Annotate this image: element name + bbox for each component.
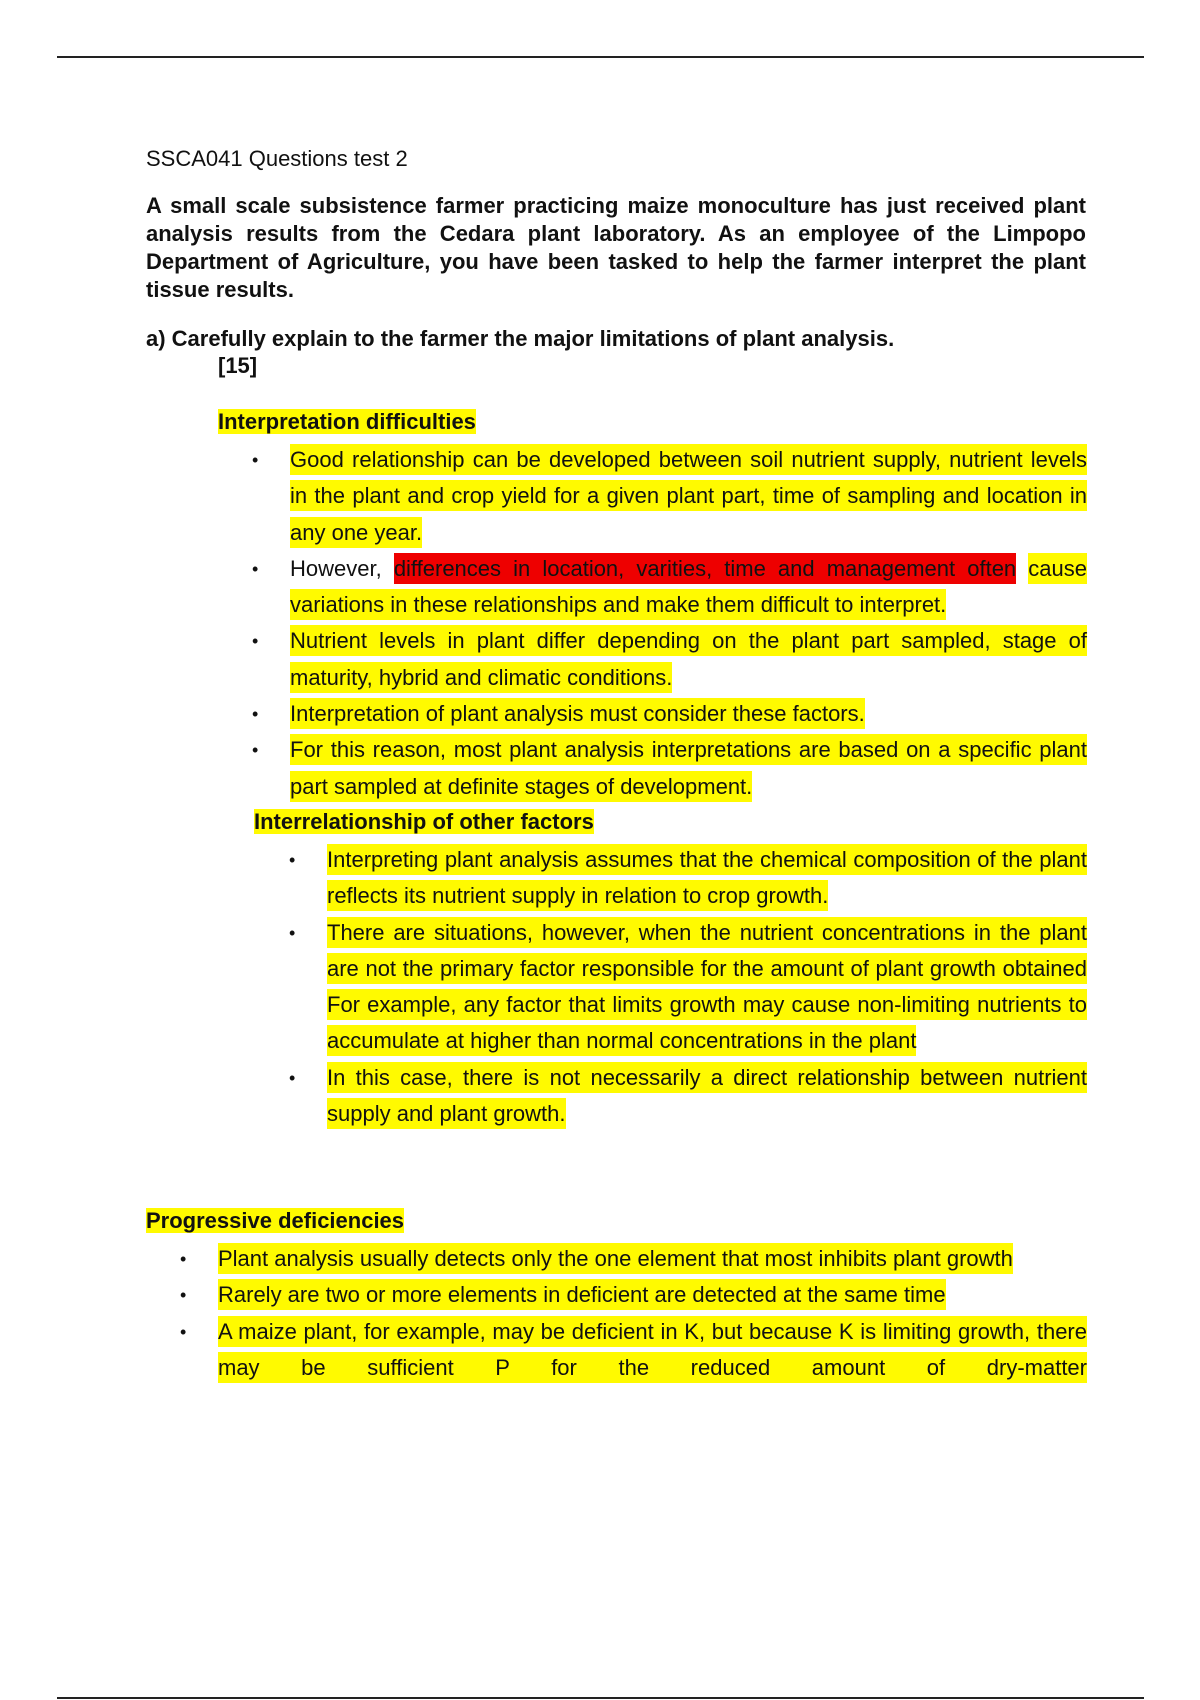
heading-progressive-deficiencies (146, 1208, 404, 1234)
heading-interpretation-difficulties (218, 409, 476, 435)
bullet-icon: • (180, 1249, 187, 1269)
bullet-icon: • (252, 740, 259, 761)
bullet-text-prefix: However, (290, 555, 394, 581)
bullet-text: For this reason, most plant analysis interpretations are based on a specific plant part sampled at definite stages of development. (290, 734, 1087, 801)
bullet-text: A maize plant, for example, may be deficient in K, but because K is limiting growth, there may be sufficient P for the reduced amount of dry-matter (218, 1316, 1087, 1383)
bullet-icon: • (252, 558, 259, 579)
list-item (180, 1277, 1087, 1313)
bullet-icon: • (289, 922, 296, 943)
question-a: a) Carefully explain to the farmer the major limitations of plant analysis. (146, 326, 895, 351)
bullet-text: In this case, there is not necessarily a direct relationship between nutrient supply and plant growth. (327, 1062, 1087, 1129)
bullet-text: Interpreting plant analysis assumes that the chemical composition of the plant reflects its nutrient supply in relation to crop growth. (327, 844, 1087, 911)
bullet-icon: • (252, 450, 259, 470)
interpretation-bullet-list (252, 442, 1087, 805)
bullet-icon: • (289, 1067, 296, 1088)
document-title: SSCA041 Questions test 2 (146, 146, 408, 171)
list-item (252, 442, 1087, 551)
bullet-text: Rarely are two or more elements in deficient are detected at the same time (218, 1279, 946, 1310)
bullet-text-red-highlight: differences in location, varities, time and management often (394, 553, 1016, 584)
interrelationship-bullet-list (289, 842, 1087, 1132)
heading-text: Interpretation difficulties (218, 409, 476, 434)
list-item (289, 915, 1087, 1060)
question-marks: [15] (218, 353, 258, 378)
list-item (252, 623, 1087, 696)
bullet-icon: • (252, 631, 259, 652)
bullet-icon: • (180, 1285, 187, 1306)
bullet-text: Interpretation of plant analysis must consider these factors. (290, 698, 865, 729)
list-item (180, 1314, 1087, 1387)
progressive-bullet-list (180, 1241, 1087, 1386)
top-rule (57, 56, 1144, 58)
list-item (252, 551, 1087, 624)
heading-interrelationship-of-other-factors (254, 809, 594, 835)
bullet-icon: • (180, 1321, 187, 1342)
bullet-text: Plant analysis usually detects only the one element that most inhibits plant growth (218, 1243, 1013, 1274)
list-item (252, 696, 1087, 732)
list-item (289, 1060, 1087, 1133)
question-intro: A small scale subsistence farmer practicing maize monoculture has just received plant analysis results from the Cedara plant laboratory. As an employee of the Limpopo Department of Agriculture, you have been tasked to help the farmer interpret the plant tissue results. (146, 193, 1086, 302)
bullet-text: Nutrient levels in plant differ depending on the plant part sampled, stage of maturity, hybrid and climatic conditions. (290, 625, 1087, 692)
heading-text: Progressive deficiencies (146, 1208, 405, 1233)
bullet-text: There are situations, however, when the nutrient concentrations in the plant are not the primary factor responsible for the amount of plant growth obtained For example, any factor that limits growth may cause non-limiting nutrients to accumulate at higher than normal concentrations in the plant (327, 917, 1087, 1057)
list-item (289, 842, 1087, 915)
bullet-text: Good relationship can be developed between soil nutrient supply, nutrient levels in the plant and crop yield for a given plant part, time of sampling and location in any one year. (290, 444, 1087, 548)
bullet-text: cause variations in these relationships and make them difficult to interpret. (290, 553, 1087, 620)
list-item (180, 1241, 1087, 1277)
bullet-icon: • (289, 850, 296, 870)
list-item (252, 732, 1087, 805)
bullet-icon: • (252, 704, 259, 725)
bottom-rule (57, 1697, 1144, 1699)
heading-text: Interrelationship of other factors (254, 809, 594, 834)
